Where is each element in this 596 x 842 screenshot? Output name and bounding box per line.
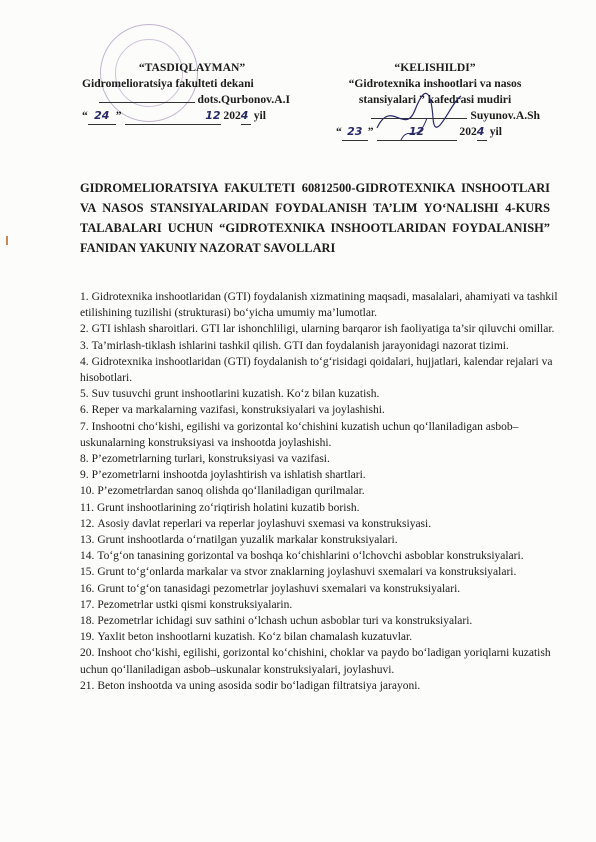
- question-number: 1.: [80, 291, 89, 303]
- question-number: 15.: [80, 566, 95, 579]
- agreed-line-1: “Gidrotexnika inshootlari va nasos: [348, 77, 522, 90]
- question-item: [80, 338, 558, 354]
- question-text: Reper va markalarning vazifasi, konstruksiyalari va joylashishi.: [91, 404, 385, 417]
- question-number: 21.: [80, 679, 95, 692]
- margin-mark: [6, 236, 8, 245]
- date-month: 12: [377, 124, 457, 141]
- question-text: To‘g‘on tanasining gorizontal va boshqa ko‘chishlarini o‘lchovchi asboblar konstruksiyalari.: [97, 550, 524, 563]
- date-day: 23: [342, 124, 368, 141]
- approval-title: “TASDIQLAYMAN”: [138, 61, 246, 74]
- questions-list: [80, 289, 558, 694]
- question-number: 14.: [80, 550, 95, 563]
- agreed-title: “KELISHILDI”: [394, 61, 476, 74]
- question-number: 13.: [80, 534, 95, 547]
- question-item: [80, 483, 558, 499]
- question-item: [80, 597, 558, 613]
- approval-block-agreed: [330, 60, 540, 141]
- question-text: Inshootni cho‘kishi, egilishi va gorizontal ko‘chishini kuzatish uchun qo‘llaniladigan asbob–uskunalarning konstruksiyasi va inshootda joylashishi.: [80, 420, 519, 449]
- question-text: Inshoot cho‘kishi, egilishi, gorizontal ko‘chishini, choklar va paydo bo‘ladigan yoriqlarni kuzatish uchun qo‘llaniladigan asbob–uskunalar konstruksiyalari, joylashuvi.: [80, 647, 551, 676]
- question-text: Pezometrlar ichidagi suv sathini o‘lchash uchun asboblar turi va konstruksiyalari.: [97, 615, 473, 628]
- approval-signer-row: [82, 92, 302, 108]
- question-item: [80, 354, 558, 386]
- question-text: Grunt inshootlarining zo‘riqtirish holatini kuzatib borish.: [96, 501, 360, 514]
- date-year: 202: [223, 109, 241, 122]
- signature-line: [371, 118, 467, 119]
- question-item: [80, 678, 558, 694]
- signature-line: [99, 102, 195, 103]
- question-item: [80, 581, 558, 597]
- question-number: 12.: [80, 517, 95, 530]
- question-item: [80, 564, 558, 580]
- question-number: 17.: [80, 598, 95, 611]
- question-item: [80, 467, 558, 483]
- question-item: [80, 613, 558, 629]
- question-number: 3.: [80, 339, 89, 352]
- date-year-hand: 4: [477, 124, 487, 141]
- question-text: P’ezometrlardan sanoq olishda qo‘llaniladigan qurilmalar.: [97, 485, 365, 498]
- question-item: [80, 386, 558, 402]
- approval-date: “ 24 ” 12 2024 yil: [82, 108, 302, 125]
- question-number: 8.: [80, 453, 89, 466]
- question-number: 4.: [80, 355, 89, 368]
- date-day: 24: [88, 108, 116, 125]
- question-text: GTI ishlash sharoitlari. GTI lar ishonchliligi, ularning barqaror ish faoliyatiga ta’sir qiluvchi omillar.: [91, 323, 555, 336]
- question-item: [80, 645, 558, 677]
- date-month: 12: [125, 108, 221, 125]
- question-text: Asosiy davlat reperlari va reperlar joylashuvi sxemasi va konstruksiyasi.: [97, 517, 432, 530]
- question-text: Suv tusuvchi grunt inshootlarini kuzatish. Ko‘z bilan kuzatish.: [91, 388, 380, 401]
- question-number: 20.: [80, 647, 95, 660]
- question-text: Yaxlit beton inshootlarni kuzatish. Ko‘z bilan chamalash kuzatuvlar.: [97, 631, 413, 644]
- question-number: 5.: [80, 388, 89, 401]
- agreed-signer: Suyunov.A.Sh: [470, 109, 540, 122]
- agreed-signer-row: [330, 108, 540, 124]
- question-item: [80, 516, 558, 532]
- question-item: [80, 500, 558, 516]
- question-number: 16.: [80, 582, 95, 595]
- question-number: 10.: [80, 485, 95, 498]
- question-item: [80, 532, 558, 548]
- question-number: 11.: [80, 501, 94, 514]
- question-item: [80, 419, 558, 451]
- question-item: [80, 402, 558, 418]
- question-number: 6.: [80, 404, 89, 417]
- question-text: P’ezometrlarning turlari, konstruksiyasi va vazifasi.: [91, 453, 330, 466]
- agreed-date: “ 23 ” 12 2024 yil: [330, 124, 540, 141]
- question-text: P’ezometrlarni inshootda joylashtirish va ishlatish shartlari.: [91, 469, 366, 482]
- question-number: 19.: [80, 631, 95, 644]
- question-text: Ta’mirlash-tiklash ishlarini tashkil qilish. GTI dan foydalanish jarayonidagi nazorat tizimi.: [91, 339, 509, 352]
- date-suffix: yil: [489, 125, 502, 138]
- question-number: 2.: [80, 323, 89, 336]
- question-text: Pezometrlar ustki qismi konstruksiyalarin.: [97, 598, 293, 611]
- approval-block-approved: [82, 60, 302, 125]
- date-year: 202: [459, 125, 477, 138]
- question-text: Grunt to‘g‘onlarda markalar va stvor znaklarning joylashuvi sxemalari va konstruksiyalari.: [97, 566, 517, 579]
- approval-position: Gidromelioratsiya fakulteti dekani: [82, 77, 254, 90]
- question-text: Grunt inshootlarda o‘rnatilgan yuzalik markalar konstruksiyalari.: [97, 534, 398, 547]
- handwritten-signature: [371, 88, 467, 148]
- question-number: 7.: [80, 420, 89, 433]
- question-item: [80, 548, 558, 564]
- document-heading: GIDROMELIORATSIYA FAKULTETI 60812500-GIDROTEXNIKA INSHOOTLARI VA NASOS STANSIYALARIDAN FOYDALANISH TA’LIM YO‘NALISHI 4-KURS TALABALARI UCHUN “GIDROTEXNIKA INSHOOTLARIDAN FOYDALANISH” FANIDAN YAKUNIY NAZORAT SAVOLLARI: [80, 181, 550, 255]
- question-item: [80, 629, 558, 645]
- question-text: Beton inshootda va uning asosida sodir bo‘ladigan filtratsiya jarayoni.: [97, 679, 421, 692]
- question-item: [80, 289, 558, 321]
- approval-signer: dots.Qurbonov.A.I: [197, 93, 290, 106]
- agreed-line-2: stansiyalari ” kafedrasi mudiri: [358, 93, 512, 106]
- question-number: 18.: [80, 615, 95, 628]
- date-suffix: yil: [253, 109, 266, 122]
- question-number: 9.: [80, 469, 89, 482]
- question-text: Grunt to‘g‘on tanasidagi pezometrlar joylashuvi sxemalari va konstruksiyalari.: [97, 582, 461, 595]
- question-text: Gidrotexnika inshootlaridan (GTI) foydalanish to‘g‘risidagi qoidalari, hujjatlari, kalendar rejalari va hisobotlari.: [80, 355, 553, 385]
- question-item: [80, 451, 558, 467]
- question-text: Gidrotexnika inshootlaridan (GTI) foydalanish xizmatining maqsadi, masalalari, ahamiyati va tashkil etilishining tuzilishi (strukturasi) bo‘yicha umumiy ma’lumotlar.: [80, 291, 558, 320]
- question-item: [80, 321, 558, 337]
- date-year-hand: 4: [241, 108, 251, 125]
